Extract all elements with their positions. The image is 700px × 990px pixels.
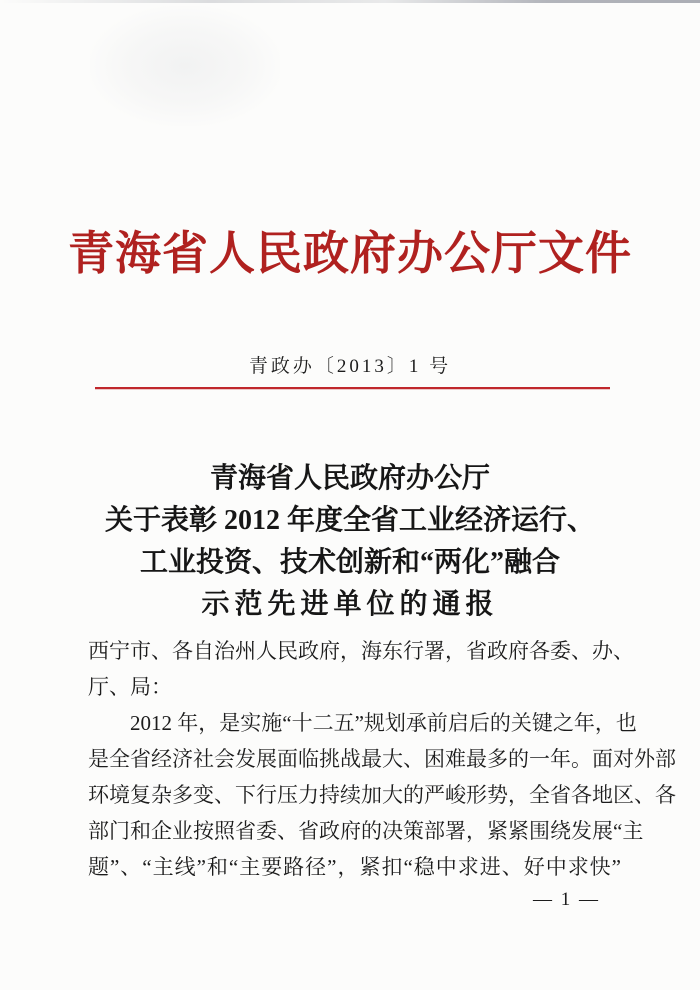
body-text-line: 2012 年，是实施“十二五”规划承前启后的关键之年，也 <box>130 711 637 735</box>
body-text-line: 是全省经济社会发展面临挑战最大、困难最多的一年。面对外部 <box>88 747 676 771</box>
red-divider-line <box>95 387 610 389</box>
title-line-2: 关于表彰 2012 年度全省工业经济运行、 <box>104 505 595 536</box>
body-text-line: 环境复杂多变、下行压力持续加大的严峻形势，全省各地区、各 <box>88 783 676 807</box>
red-letterhead-title: 青海省人民政府办公厅文件 <box>68 228 632 279</box>
scan-artifact-smudge <box>90 6 280 126</box>
salutation-line: 西宁市、各自治州人民政府，海东行署，省政府各委、办、 <box>88 639 634 663</box>
document-body <box>88 633 676 885</box>
salutation-line: 厅、局： <box>88 675 172 699</box>
title-line-4: 示范先进单位的通报 <box>201 589 499 620</box>
title-line-3: 工业投资、技术创新和“两化”融合 <box>139 547 560 578</box>
scan-artifact-top-edge <box>0 0 700 3</box>
document-title <box>0 458 700 626</box>
title-line-1: 青海省人民政府办公厅 <box>209 463 490 494</box>
body-text-line: 题”、“主线”和“主要路径”，紧扣“稳中求进、好中求快” <box>88 855 621 879</box>
body-text-line: 部门和企业按照省委、省政府的决策部署，紧紧围绕发展“主 <box>88 819 644 843</box>
page-number: — 1 — <box>533 889 600 910</box>
document-number: 青政办〔2013〕1 号 <box>248 356 452 377</box>
